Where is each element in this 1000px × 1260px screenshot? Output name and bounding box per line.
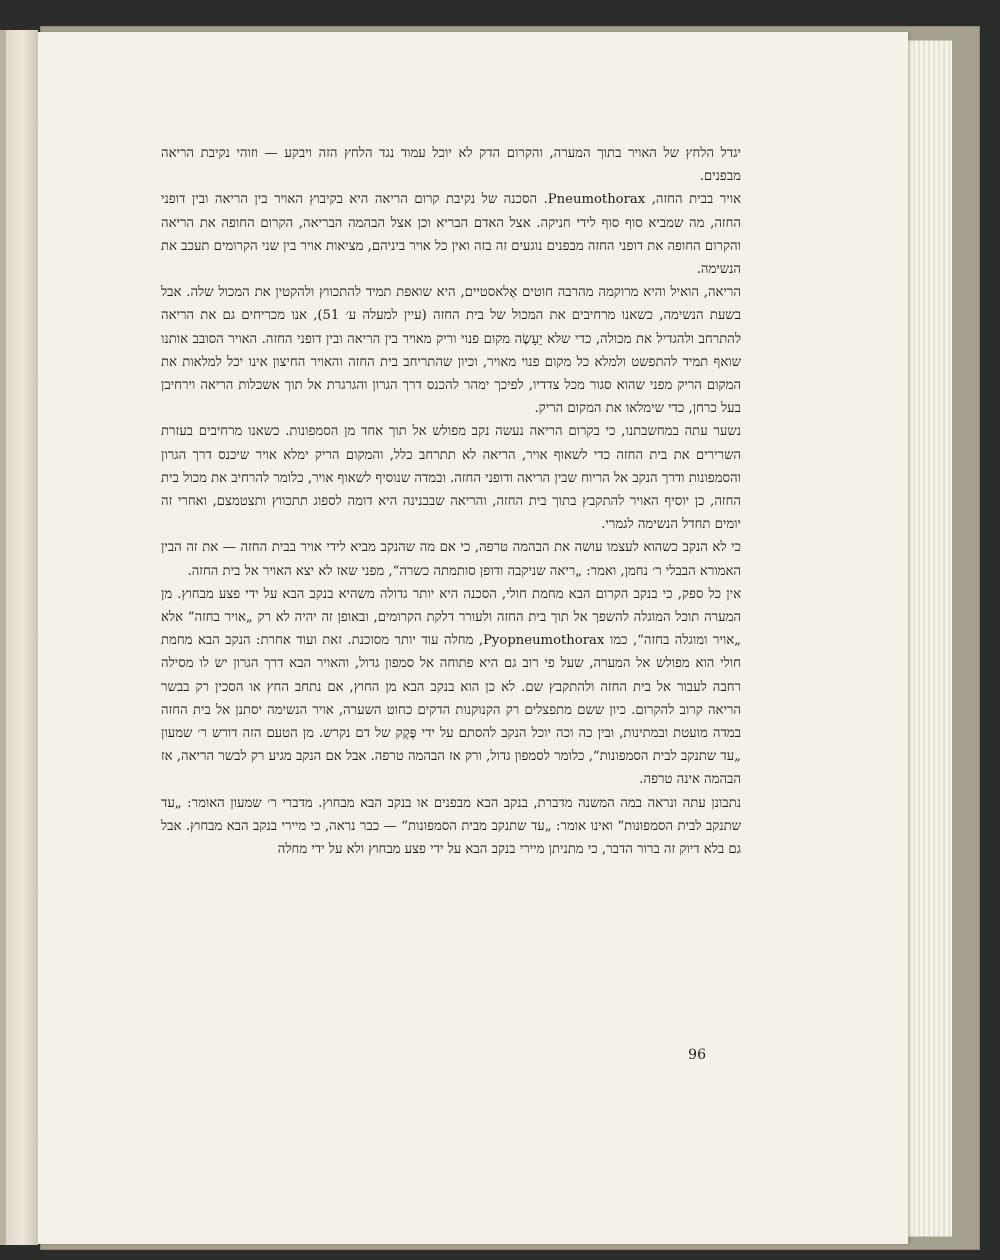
paragraph: אין כל ספק, כי בנקב הקרום הבא מחמת חולי, הסכנה היא יותר גדולה משהיא בנקב הבא על ידי פצע מבחוץ. מן המערה תוכל המוגלה להשפך אל תוך בית החזה ולעורר דלקת הקרומים, ובאופן זה יהיה לא רק „אויר בחזה“ אלא „אויר ומוגלה בחזה“, כמו Pyopneumothorax, מחלה עוד יותר מסוכנת. זאת ועוד אחרת: הנקב הבא מחמת חולי הוא מפולש אל המערה, שעל פי רוב גם היא פתוחה אל סמפון גדול, והאויר הבא דרך הגרון יש לו מסילה רחבה לעבור אל בית החזה ולהתקבץ שם. לא כן הוא בנקב הבא מן החוץ, אם נתחב החץ או הסכין רק בבשר הריאה קרוב להקרום. כיון ששם מתפצלים רק הקנוקנות הדקים כחוט השערה, אויר הנשימה יסתנן אל בית החזה במדה מועטת ובמתינות, ובין כה וכה יוכל הנקב להסתם על ידי פֶּקֶק של דם נקרש. מן הטעם הזה דורש ר׳ שמעון „עד שתנקב לבית הסמפונות“, כלומר לסמפון גדול, ורק אז הבהמה טרפה. אבל אם הנקב מגיע רק לבשר הריאה, אז הבהמה אינה טרפה. (161, 586, 741, 788)
book-page (38, 32, 908, 1244)
page-number: 96 (688, 1047, 706, 1063)
paragraph: נשער עתה במחשבתנו, כי בקרום הריאה נעשה נקב מפולש אל תוך אחד מן הסמפונות. כשאנו מרחיבים בעזרת השרירים את בית החזה כדי לשאוף אויר, הריאה לא תתרחב כלל, והמקום הריק ימלא אויר שיכנס דרך הגרון והסמפונות ודרך הנקב אל הריוח שבין הריאה ודופני החזה. ובמדה שנוסיף לשאוף אויר, כלומר להרחיב את מכול בית החזה, כן יוסיף האויר להתקבץ בתוך בית החזה, והריאה שבבנינה היא דומה לספוג תתכווץ ותצטמצם, ואחרי זה יומים תחדל הנשימה לגמרי. (161, 424, 741, 533)
paragraph: כי לא הנקב כשהוא לעצמו עושה את הבהמה טרפה, כי אם מה שהנקב מביא לידי אויר בבית החזה — את זה הבין האמורא הבבלי ר׳ נחמן, ואמר: „ריאה שניקבה ודופן סותמתה כשרה“, מפני שאז לא יצא האויר אל בית החזה. (161, 540, 741, 579)
body-text (161, 142, 741, 861)
paragraph: הריאה, הואיל והיא מרוקמה מהרבה חוטים אֶלאסטיים, היא שואפת תמיד להתכווץ ולהקטין את המכול שלה. אבל בשעת הנשימה, כשאנו מרחיבים את המכול של בית החזה (עיין למעלה ע׳ 51), אנו מכריחים גם את הריאה להתרחב ולהגדיל את מכולה, כדי שלא יֵעָשֶׂה מקום פנוי וריק מאויר בין הריאה ובין דופני החזה. האויר הסובב אותנו שואף תמיד להתפשט ולמלא כל מקום פנוי מאויר, וכיון שהתריחב בית החזה והאויר החיצון אינו יכל למלאות את המקום הריק מפני שהוא סגור מכל צדדיו, לפיכך ימהר להכנס דרך הגרון והגרגרת אל תוך אשכלות הריאה וירחיבן בעל כרחן, כדי שימלאו את המקום הריק. (161, 285, 742, 417)
binding-edge (0, 30, 6, 1245)
paragraph: נתבונן עתה ונראה במה המשנה מדברת, בנקב הבא מבפנים או בנקב הבא מבחוץ. מדברי ר׳ שמעון האומר: „עד שתנקב לבית הסמפונות“ ואינו אומר: „עד שתנקב מבית הסמפונות“ — כבר נראה, כי מיירי בנקב הבא מבחוץ. אבל גם בלא דיוק זה ברור הדבר, כי מתניתן מיירי בנקב הבא על ידי פצע מבחוץ ולא על ידי מחלה (161, 795, 741, 858)
paragraph: יגדל הלחץ של האויר בתוך המערה, והקרום הדק לא יוכל עמוד נגד הלחץ הזה ויבקע — וזוהי נקיבת הריאה מבפנים. (161, 146, 741, 185)
paragraph: אויר בבית החזה, Pneumothorax. הסכנה של נקיבת קרום הריאה היא בקיבוץ האויר בין הריאה ובין דופני החזה, מה שמביא סוף סוף לידי חניקה. אצל האדם הבריא וכן אצל הבהמה הבריאה, הקרום החופה את הריאה והקרום החופה את דופני החזה מבפנים נוגעים זה בזה ואין כל אויר ביניהם, מציאות אויר בין שני הקרומים תעכב את הנשימה. (161, 192, 742, 278)
